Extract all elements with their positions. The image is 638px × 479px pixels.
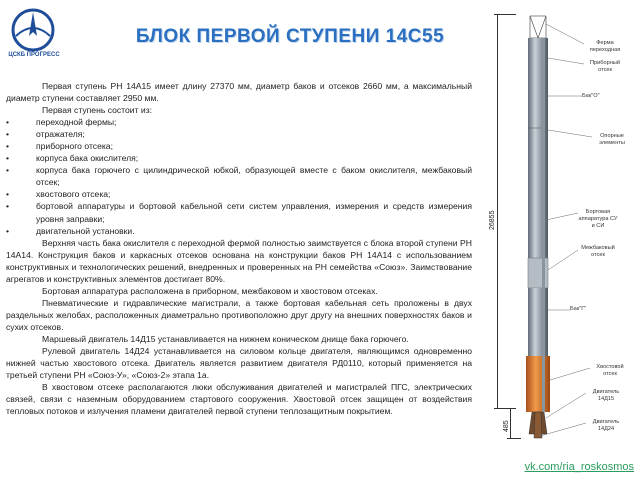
label-intertank: Межбаковый отсек — [581, 245, 615, 258]
dimension-label-small: 485 — [503, 420, 510, 432]
list-item: • хвостового отсека; — [6, 189, 111, 200]
logo-text: ЦСКБ ПРОГРЕСС — [8, 52, 60, 58]
list-item: • бортовой аппаратуры и бортовой кабельной сети систем управления, измерения и средств измерения уровня заправки; — [6, 201, 472, 224]
dimension-label-total: 26855 — [489, 210, 496, 230]
list-item: • двигательной установки. — [6, 225, 135, 236]
label-onboard-equipment: Бортовая аппаратура СУ и СИ — [578, 209, 618, 229]
footer-link[interactable]: vk.com/ria_roskosmos — [524, 461, 634, 473]
label-instrument-compartment: Приборный отсек — [590, 60, 620, 73]
label-transfer-truss: Ферма переходная — [589, 40, 621, 53]
paragraph-7: Рулевой двигатель 14Д24 устанавливается на силовом кольце двигателя, являющимся одновременно нижней частью хвостового отсека. Двигатель является развитием двигателя РД0110, который применяется на третьей ступени РН «Союз-У», «Союз-2» этапа 1а. — [6, 346, 472, 381]
list-item: • корпуса бака окислителя; — [6, 153, 139, 164]
paragraph-2: Первая ступень состоит из: — [42, 105, 153, 116]
paragraph-3: Верхняя часть бака окислителя с переходной фермой полностью заимствуется с блока второй ступени РН 14А14. Конструкция баков и каркасных отсеков основана на конструкции баков РН 14А14 с использованием конструктивных и технологических решений, внедренных и проверенных на РН семейства «Союз». Заимствование агрегатов и конструктивных элементов достигает 80%. — [6, 237, 472, 284]
page-title: БЛОК ПЕРВОЙ СТУПЕНИ 14С55 — [135, 26, 445, 47]
paragraph-8: В хвостовом отсеке располагаются люки обслуживания двигателей и магистралей ПГС, электрических связей, связи с наземным оборудованием стартового сооружения. Хвостовой отсек защищен от воздействия тепловых потоков и излучения пламени двигателей первой ступени теплозащитным покрытием. — [6, 382, 472, 417]
paragraph-5: Пневматические и гидравлические магистрали, а также бортовая кабельная сеть проложены в двух раздельных желобах, расположенных диаметрально противоположно друг другу на внешних поверхностях баков и сухих отсеков. — [6, 297, 472, 332]
label-oxidizer-tank: Бак"О" — [582, 93, 600, 99]
label-tail-compartment: Хвостовой отсек — [596, 364, 624, 377]
paragraph-6: Маршевый двигатель 14Д15 устанавливается на нижнем коническом днище бака горючего. — [42, 333, 409, 344]
list-item: • корпуса бака горючего с цилиндрической юбкой, образующей вместе с баком окислителя, межбаковый отсек; — [6, 165, 472, 188]
paragraph-4: Бортовая аппаратура расположена в приборном, межбаковом и хвостовом отсеках. — [42, 285, 378, 296]
label-engine-14d24: Двигатель 14Д24 — [592, 419, 620, 432]
label-engine-14d15: Двигатель 14Д15 — [592, 389, 620, 402]
list-item: • переходной фермы; — [6, 117, 117, 128]
list-item: • отражателя; — [6, 129, 85, 140]
label-fuel-tank: Бак"Г" — [570, 306, 587, 312]
list-item: • приборного отсека; — [6, 141, 113, 152]
label-support-elements: Опорные элементы — [599, 133, 625, 146]
paragraph-1: Первая ступень РН 14А15 имеет длину 27370 мм, диаметр баков и отсеков 2660 мм, а максимальный диаметр ступени составляет 2950 мм. — [6, 81, 472, 104]
